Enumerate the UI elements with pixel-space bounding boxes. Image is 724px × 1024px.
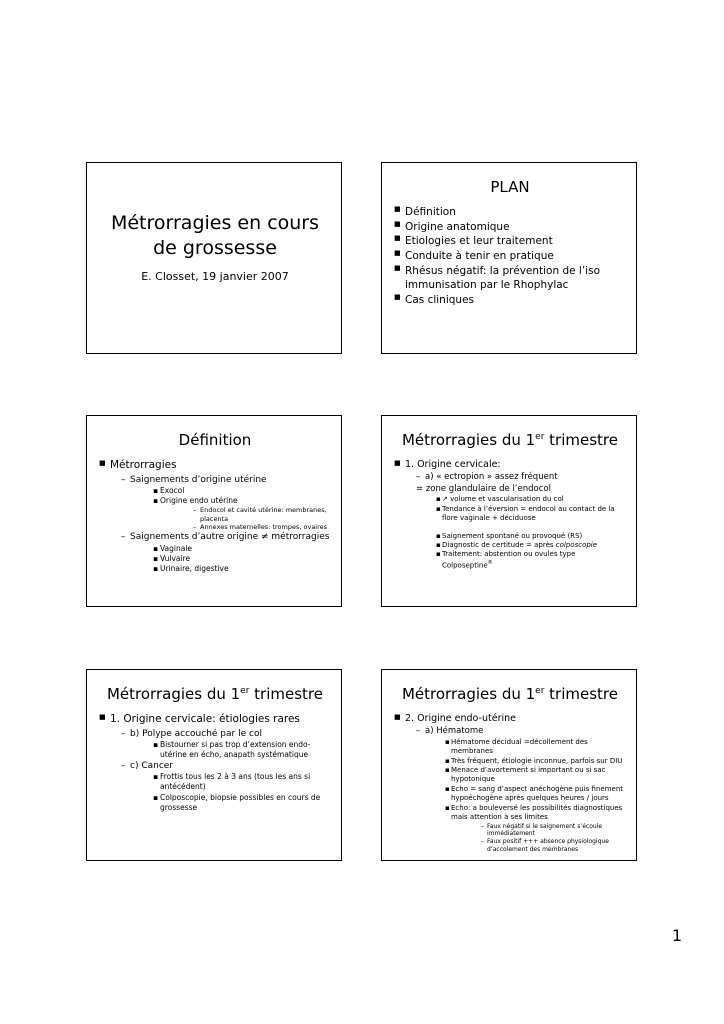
list-item: = zone glandulaire de l’endocol ▪ ↗ volume et vascularisation du col ▪ Tendance à l’éversion = endocol au contact de la flore vaginale + déciduose ▪ Saignement spontané ou provoqué (RS) ▪ Diagnostic de certitude = après colposcopie ▪ Traitement: abstention ou ovules type Colposeptine® xyxy=(405,484,626,571)
slide-heading: Définition xyxy=(178,431,252,449)
list-item: – Saignements d’origine utérine ▪ Exocol ▪ Origine endo utérine – Endocol et cavité utérine: membranes, placenta – Annexes maternelles: trompes, ovaires xyxy=(110,474,331,532)
page-number: 1 xyxy=(671,926,682,945)
list-item: ■ Conduite à tenir en pratique xyxy=(394,249,626,264)
slide-main-title: Métrorragies en cours de grossesse xyxy=(110,212,320,259)
list-item: ▪ Frottis tous les 2 à 3 ans (tous les ans si antécédent) xyxy=(130,772,331,792)
slide-definition xyxy=(86,415,342,607)
list-item: ▪ Urinaire, digestive xyxy=(130,564,331,574)
slide-first-trimester-cervical xyxy=(381,415,637,607)
slide-heading: Métrorragies du 1er trimestre xyxy=(401,431,618,449)
list-item: ▪ Très fréquent, étiologie inconnue, parfois sur DIU xyxy=(425,757,626,766)
list-item: – c) Cancer ▪ Frottis tous les 2 à 3 ans (tous les ans si antécédent) ▪ Colposcopie, biopsie possibles en cours de grossesse xyxy=(110,760,331,813)
list-item: ■ 2. Origine endo-utérine – a) Hématome ▪ Hématome décidual =décollement des membranes ▪ Très fréquent, étiologie inconnue, parfois sur DIU ▪ Menace d’avortement si important ou si sac hypotonique ▪ Echo = sang d’aspect anéchogène puis finement hypoéchogène après quelques heures / jours ▪ Echo: a bouleversé les possibilités diagnostiques mais attention à ses limites – Faux négatif si le saignement s’écoule immédiatement – Faux positif +++ absence physiologique d’accolement des membranes xyxy=(394,712,626,854)
list-item: ▪ Vaginale xyxy=(130,544,331,554)
list-item: ■ 1. Origine cervicale: – a) « ectropion » assez fréquent = zone glandulaire de l’endocol ▪ ↗ volume et vascularisation du col ▪ Tendance à l’éversion = endocol au contact de la flore vaginale + déciduose ▪ Saignement spontané ou provoqué (RS) ▪ Diagnostic de certitude = après colposcopie ▪ Traitement: abstention ou ovules type Colposeptine® xyxy=(394,458,626,571)
list-item: – Faux négatif si le saignement s’écoule immédiatement xyxy=(451,823,626,839)
slide-first-trimester-rare xyxy=(86,669,342,861)
slide-plan xyxy=(381,162,637,354)
list-item: – a) « ectropion » assez fréquent xyxy=(405,472,626,483)
slide-title xyxy=(86,162,342,354)
list-item: – a) Hématome ▪ Hématome décidual =décollement des membranes ▪ Très fréquent, étiologie inconnue, parfois sur DIU ▪ Menace d’avortement si important ou si sac hypotonique ▪ Echo = sang d’aspect anéchogène puis finement hypoéchogène après quelques heures / jours ▪ Echo: a bouleversé les possibilités diagnostiques mais attention à ses limites – Faux négatif si le saignement s’écoule immédiatement – Faux positif +++ absence physiologique d’accolement des membranes xyxy=(405,726,626,854)
list-item: ■ Cas cliniques xyxy=(394,293,626,308)
list-item: ▪ Traitement: abstention ou ovules type Colposeptine® xyxy=(416,550,626,570)
list-item: ▪ Exocol xyxy=(130,486,331,496)
list-item: – Faux positif +++ absence physiologique d’accolement des membranes xyxy=(451,838,626,854)
list-item: ▪ Bistourner si pas trop d’extension endo-utérine en écho, anapath systématique xyxy=(130,740,331,760)
list-item: – b) Polype accouché par le col ▪ Bistourner si pas trop d’extension endo-utérine en écho, anapath systématique xyxy=(110,728,331,760)
list-item: ▪ Echo: a bouleversé les possibilités diagnostiques mais attention à ses limites – Faux négatif si le saignement s’écoule immédiatement – Faux positif +++ absence physiologique d’accolement des membranes xyxy=(425,804,626,854)
slide-heading: Métrorragies du 1er trimestre xyxy=(106,685,323,703)
list-item: ▪ Diagnostic de certitude = après colposcopie xyxy=(416,541,626,550)
list-item: ■ Etiologies et leur traitement xyxy=(394,234,626,249)
list-item: ■ Origine anatomique xyxy=(394,220,626,235)
list-item: ▪ ↗ volume et vascularisation du col xyxy=(416,495,626,504)
slide-heading: PLAN xyxy=(490,178,530,196)
slide-heading: Métrorragies du 1er trimestre xyxy=(401,685,618,703)
list-item: ■ Rhésus négatif: la prévention de l’iso immunisation par le Rhophylac xyxy=(394,264,626,293)
list-item: ▪ Echo = sang d’aspect anéchogène puis finement hypoéchogène après quelques heures / jours xyxy=(425,785,626,804)
list-item: ■ 1. Origine cervicale: étiologies rares – b) Polype accouché par le col ▪ Bistourner si pas trop d’extension endo-utérine en écho, anapath systématique – c) Cancer ▪ Frottis tous les 2 à 3 ans (tous les ans si antécédent) ▪ Colposcopie, biopsie possibles en cours de grossesse xyxy=(99,712,331,813)
list-item: – Saignements d’autre origine ≠ métrorragies ▪ Vaginale ▪ Vulvaire ▪ Urinaire, digestive xyxy=(110,531,331,574)
list-item: ■ Définition xyxy=(394,205,626,220)
list-item: ▪ Saignement spontané ou provoqué (RS) xyxy=(416,532,626,541)
list-item: ▪ Vulvaire xyxy=(130,554,331,564)
list-item: ■ Métrorragies – Saignements d’origine utérine ▪ Exocol ▪ Origine endo utérine – Endocol et cavité utérine: membranes, placenta – Annexes maternelles: trompes, ovaires – Saignements d’autre origine ≠ métrorragies ▪ Vaginale ▪ Vulvaire ▪ Urinaire, digestive xyxy=(99,458,331,574)
list-item: – Annexes maternelles: trompes, ovaires xyxy=(160,523,331,531)
list-item: ▪ Hématome décidual =décollement des membranes xyxy=(425,738,626,757)
slide-subtitle: E. Closset, 19 janvier 2007 xyxy=(141,270,289,284)
list-item: ▪ Tendance à l’éversion = endocol au contact de la flore vaginale + déciduose xyxy=(416,505,626,524)
list-item: ▪ Origine endo utérine – Endocol et cavité utérine: membranes, placenta – Annexes maternelles: trompes, ovaires xyxy=(130,496,331,531)
plan-list xyxy=(394,205,626,308)
list-item: ▪ Menace d’avortement si important ou si sac hypotonique xyxy=(425,766,626,785)
list-item: – Endocol et cavité utérine: membranes, placenta xyxy=(160,506,331,523)
slide-first-trimester-endouterine xyxy=(381,669,637,861)
list-item: ▪ Colposcopie, biopsie possibles en cours de grossesse xyxy=(130,793,331,813)
